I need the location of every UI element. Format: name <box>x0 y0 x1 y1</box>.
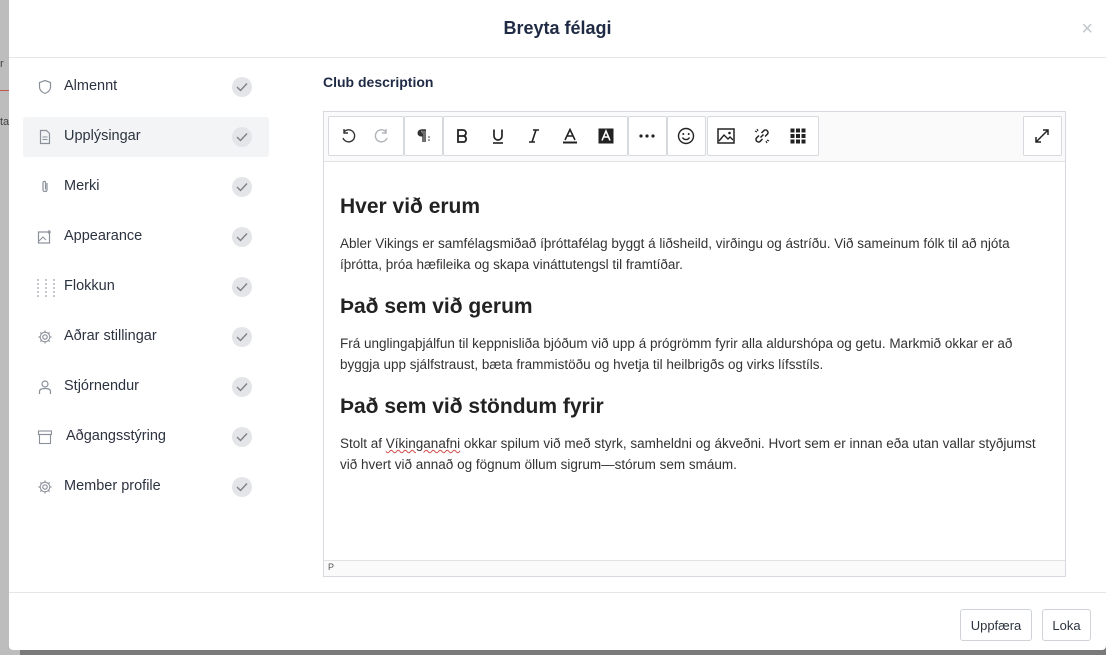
element-path[interactable]: P <box>328 562 335 572</box>
paperclip-icon <box>37 179 53 195</box>
footer-divider <box>9 592 1106 593</box>
history-group <box>328 116 404 156</box>
sidebar-item-label: Aðrar stillingar <box>64 328 157 344</box>
block-format-group <box>404 116 443 156</box>
italic-icon[interactable] <box>517 117 551 155</box>
document-icon <box>37 129 53 145</box>
shield-icon <box>37 79 53 95</box>
settings-sidebar <box>23 67 269 517</box>
sidebar-item-label: Stjórnendur <box>64 378 139 394</box>
emoji-icon[interactable] <box>669 117 703 155</box>
misspelled-word[interactable]: Víkinganafni <box>385 436 461 451</box>
backdrop-text: ta <box>0 116 10 128</box>
sidebar-item-label: Upplýsingar <box>64 128 141 144</box>
gear-icon <box>37 329 53 345</box>
sidebar-item-label: Flokkun <box>64 278 115 294</box>
sidebar-item-almennt[interactable] <box>23 67 269 107</box>
fullscreen-icon[interactable] <box>1025 117 1059 155</box>
grid-dots-icon <box>37 279 53 295</box>
modal-header <box>9 0 1106 58</box>
content-heading: Hver við erum <box>340 195 481 218</box>
check-icon <box>232 377 252 397</box>
image-icon[interactable] <box>709 117 743 155</box>
sidebar-item-label: Appearance <box>64 228 143 244</box>
paragraph-text: okkar spilum við með styrk, samheldni og ákveðni. Hvort sem er innan eða utan vallar styðjumst við hvert við annað og fögnum öllum sigrum—stórum sem smáum. <box>340 436 1036 472</box>
archive-icon <box>37 429 53 445</box>
content-heading: Það sem við gerum <box>340 295 533 318</box>
modal-title: Breyta félagi <box>503 18 612 38</box>
gear-icon <box>37 479 53 495</box>
sidebar-item-stjornendur[interactable] <box>23 367 269 407</box>
content-paragraph: Abler Vikings er samfélagsmiðað íþróttafélag byggt á liðsheild, virðingu og ástríðu. Við sameinum fólk til að njóta íþrótta, þróa hæfileika og skapa vináttutengsl til framtíðar. <box>340 236 1010 272</box>
image-edit-icon <box>37 229 53 245</box>
sidebar-item-appearance[interactable] <box>23 217 269 257</box>
fullscreen-group <box>1023 116 1062 156</box>
sidebar-item-label: Member profile <box>64 478 161 494</box>
sidebar-item-adrar-stillingar[interactable] <box>23 317 269 357</box>
editor-statusbar <box>324 560 1065 576</box>
close-button[interactable]: Loka <box>1042 609 1091 641</box>
check-icon <box>232 477 252 497</box>
check-icon <box>232 327 252 347</box>
text-color-icon[interactable] <box>553 117 587 155</box>
emoji-group <box>667 116 706 156</box>
underline-icon[interactable] <box>481 117 515 155</box>
rich-text-editor[interactable] <box>323 111 1066 577</box>
content-paragraph <box>340 433 1045 475</box>
check-icon <box>232 127 252 147</box>
sidebar-item-member-profile[interactable] <box>23 467 269 507</box>
update-button[interactable]: Uppfæra <box>960 609 1032 641</box>
undo-icon[interactable] <box>331 117 365 155</box>
sidebar-item-merki[interactable] <box>23 167 269 207</box>
sidebar-item-adgangsstyring[interactable] <box>23 417 269 457</box>
paragraph-icon[interactable] <box>406 117 440 155</box>
content-paragraph: Frá unglingaþjálfun til keppnisliða bjóðum við upp á prógrömm fyrir alla aldurshópa og getu. Markmið okkar er að byggja upp sjálfstraust, bæta frammistöðu og hvetja til heilbrigðs og virks lífsstíls. <box>340 336 1013 372</box>
close-icon[interactable]: × <box>1081 18 1093 40</box>
text-format-group <box>443 116 628 156</box>
check-icon <box>232 77 252 97</box>
bold-icon[interactable] <box>445 117 479 155</box>
sidebar-item-upplysingar[interactable] <box>23 117 269 157</box>
section-title: Club description <box>323 74 434 90</box>
editor-toolbar <box>324 112 1065 162</box>
more-group <box>628 116 667 156</box>
check-icon <box>232 427 252 447</box>
sidebar-item-label: Merki <box>64 178 100 194</box>
grid-icon[interactable] <box>781 117 815 155</box>
backdrop-text: r <box>0 58 4 70</box>
user-icon <box>37 379 53 395</box>
edit-club-modal <box>9 0 1106 650</box>
more-icon[interactable] <box>630 117 664 155</box>
check-icon <box>232 177 252 197</box>
sidebar-item-flokkun[interactable] <box>23 267 269 307</box>
check-icon <box>232 277 252 297</box>
insert-group <box>707 116 819 156</box>
sidebar-item-label: Almennt <box>64 78 118 94</box>
paragraph-text: Stolt af <box>340 436 386 451</box>
content-heading: Það sem við stöndum fyrir <box>340 395 604 418</box>
link-icon[interactable] <box>745 117 779 155</box>
redo-icon[interactable] <box>365 117 399 155</box>
background-color-icon[interactable] <box>589 117 623 155</box>
sidebar-item-label: Aðgangsstýring <box>66 428 166 444</box>
check-icon <box>232 227 252 247</box>
